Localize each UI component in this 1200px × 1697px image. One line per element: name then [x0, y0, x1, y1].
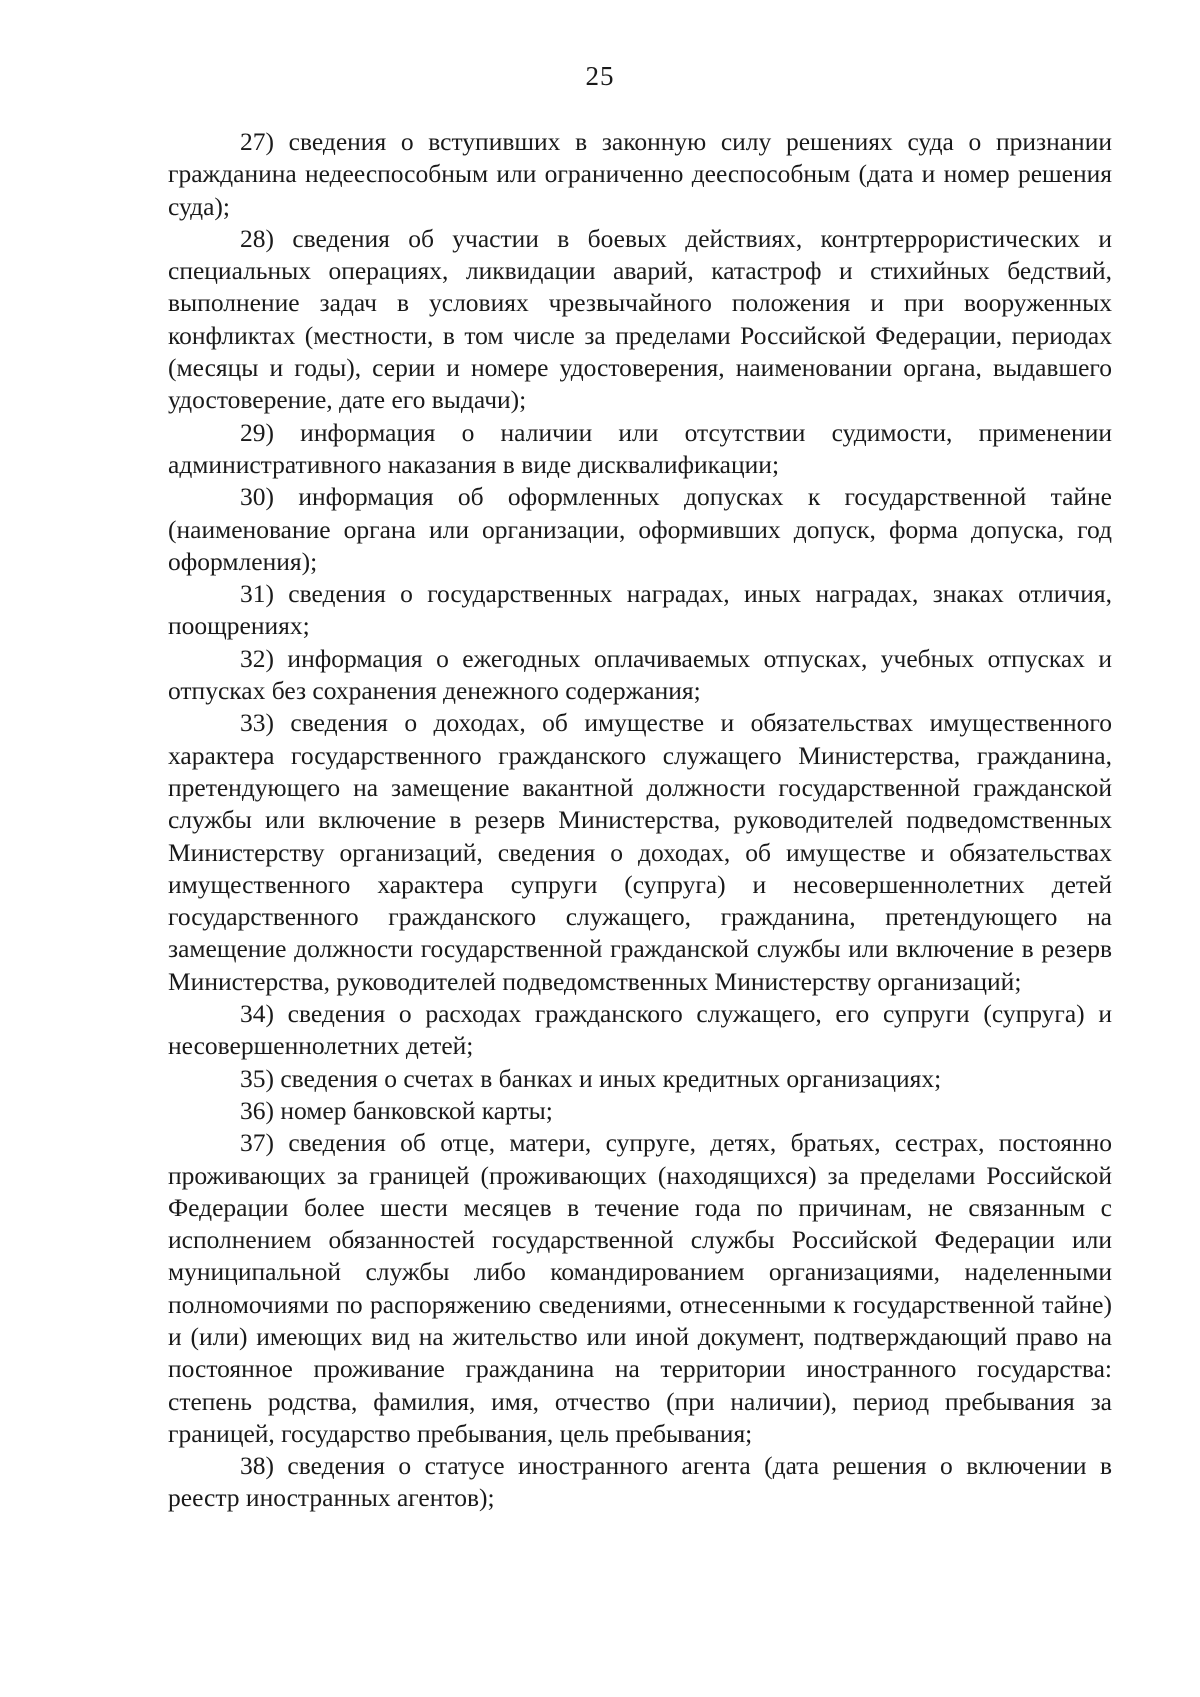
list-item-35: 35) сведения о счетах в банках и иных кредитных организациях;	[240, 1063, 942, 1093]
list-item-27: 27) сведения о вступивших в законную силу решениях суда о признании гражданина недееспособным или ограниченно дееспособным (дата и номер решения суда);	[168, 127, 1112, 221]
list-item-30: 30) информация об оформленных допусках к государственной тайне (наименование органа или организации, оформивших допуск, форма допуска, год оформления);	[168, 482, 1112, 576]
list-item-34: 34) сведения о расходах гражданского служащего, его супруги (супруга) и несовершеннолетних детей;	[168, 999, 1112, 1061]
list-item-29: 29) информация о наличии или отсутствии судимости, применении административного наказания в виде дисквалификации;	[168, 417, 1112, 479]
list-item-31: 31) сведения о государственных наградах, иных наградах, знаках отличия, поощрениях;	[168, 579, 1112, 641]
list-item-33: 33) сведения о доходах, об имуществе и обязательствах имущественного характера государственного гражданского служащего Министерства, гражданина, претендующего на замещение вакантной должности государственной гражданской службы или включение в резерв Министерства, руководителей подведомственных Министерству организаций, сведения о доходах, об имуществе и обязательствах имущественного характера супруги (супруга) и несовершеннолетних детей государственного гражданского служащего, гражданина, претендующего на замещение должности государственной гражданской службы или включение в резерв Министерства, руководителей подведомственных Министерству организаций;	[168, 708, 1112, 996]
document-body	[168, 126, 1112, 1515]
page-number: 25	[585, 61, 615, 91]
list-item-36: 36) номер банковской карты;	[240, 1095, 553, 1125]
list-item-28: 28) сведения об участии в боевых действиях, контртеррористических и специальных операциях, ликвидации аварий, катастроф и стихийных бедствий, выполнение задач в условиях чрезвычайного положения и при вооруженных конфликтах (местности, в том числе за пределами Российской Федерации, периодах (месяцы и годы), серии и номере удостоверения, наименовании органа, выдавшего удостоверение, дате его выдачи);	[168, 223, 1112, 415]
list-item-32: 32) информация о ежегодных оплачиваемых отпусках, учебных отпусках и отпусках без сохранения денежного содержания;	[168, 643, 1112, 706]
list-item-37: 37) сведения об отце, матери, супруге, детях, братьях, сестрах, постоянно проживающих за границей (проживающих (находящихся) за пределами Российской Федерации более шести месяцев в течение года по причинам, не связанным с исполнением обязанностей государственной службы Российской Федерации или муниципальной службы либо командированием организациями, наделенными полномочиями по распоряжению сведениями, отнесенными к государственной тайне) и (или) имеющих вид на жительство или иной документ, подтверждающий право на постоянное проживание гражданина на территории иностранного государства: степень родства, фамилия, имя, отчество (при наличии), период пребывания за границей, государство пребывания, цель пребывания;	[168, 1128, 1112, 1448]
list-item-38: 38) сведения о статусе иностранного агента (дата решения о включении в реестр иностранных агентов);	[168, 1451, 1112, 1513]
